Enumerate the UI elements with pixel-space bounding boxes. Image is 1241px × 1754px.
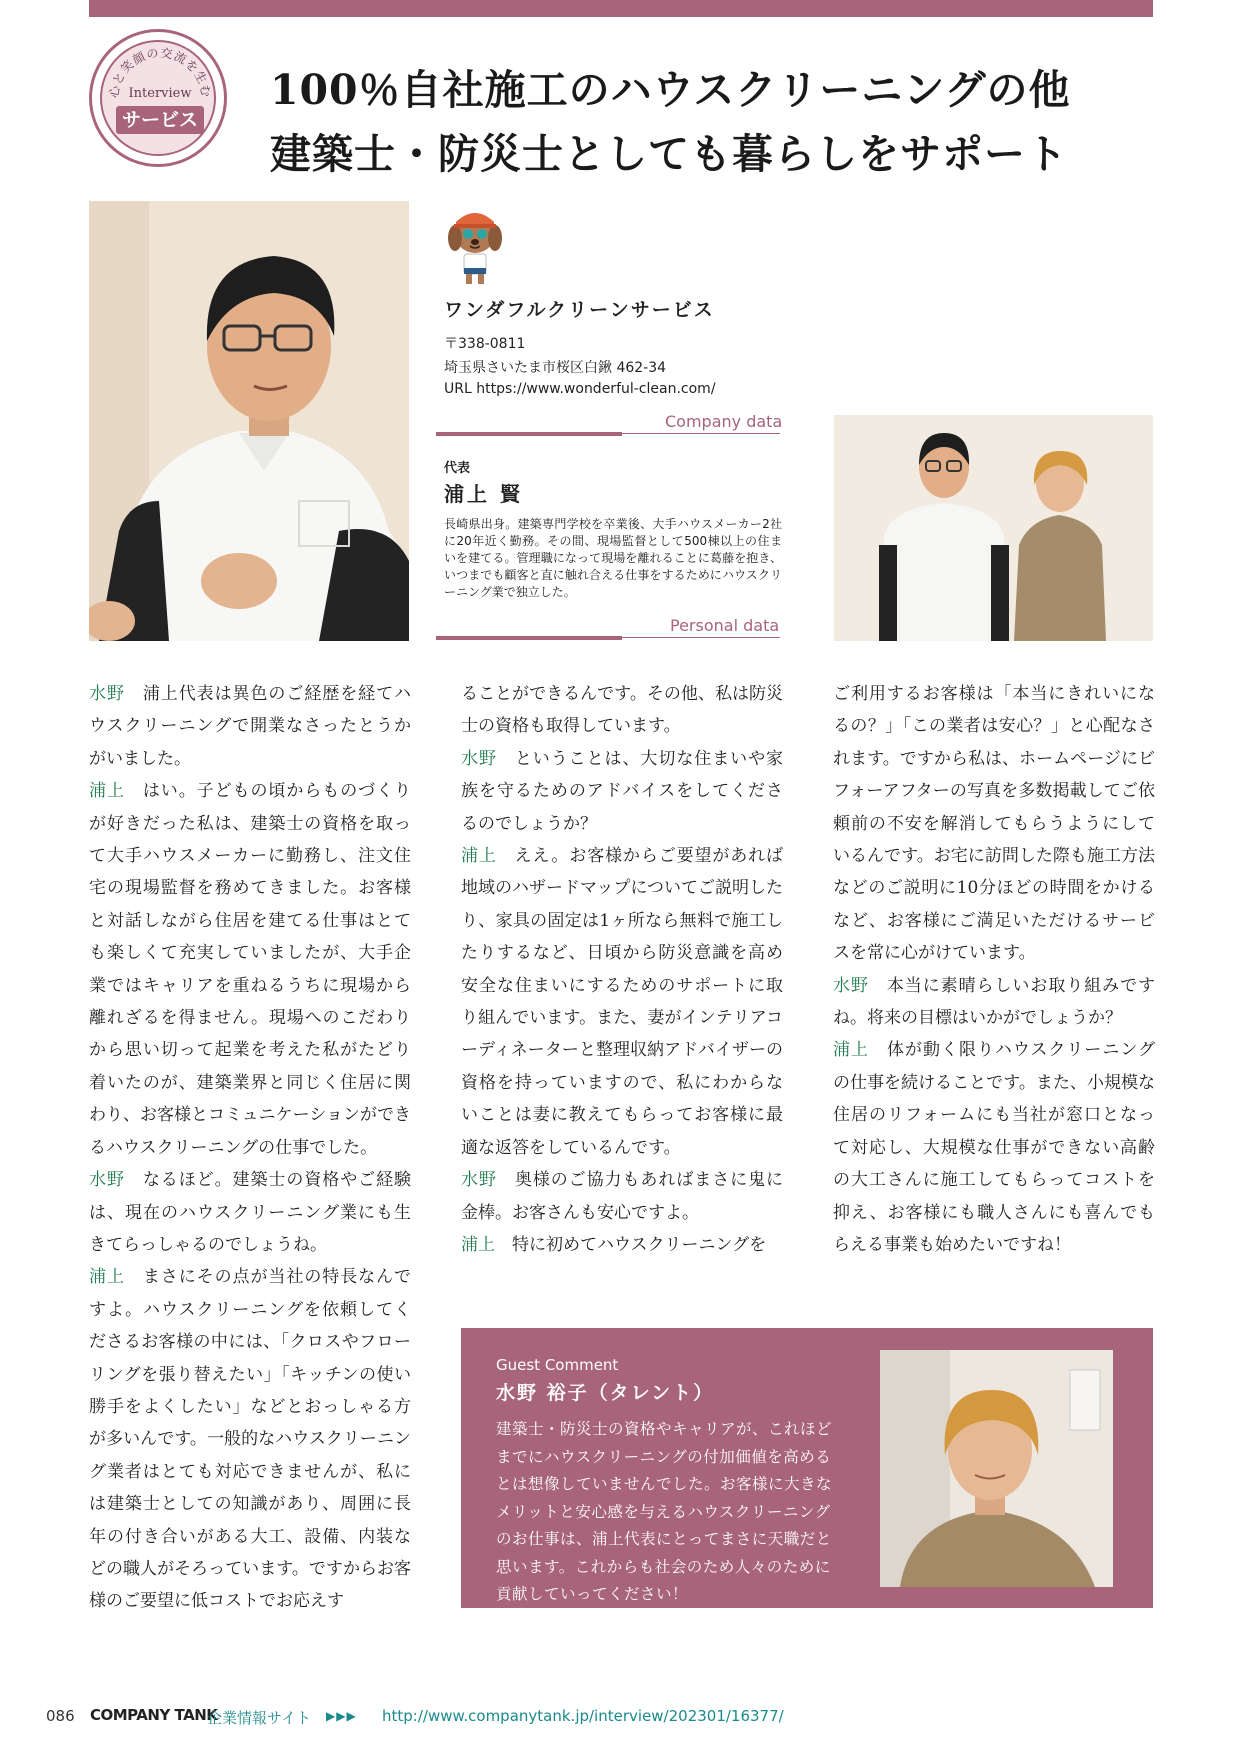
guest-name: 水野 裕子（タレント） bbox=[496, 1382, 715, 1404]
representative-photo bbox=[89, 201, 409, 641]
company-tank-logo: COMPANY TANK bbox=[90, 1706, 218, 1724]
dog-mascot-icon bbox=[442, 204, 508, 286]
speaker-name: 浦上 bbox=[89, 781, 125, 802]
article-paragraph bbox=[89, 1261, 411, 1617]
article-column-1 bbox=[89, 678, 411, 1618]
speaker-name: 水野 bbox=[833, 975, 869, 996]
interview-badge bbox=[89, 29, 227, 167]
guest-photo bbox=[880, 1350, 1113, 1587]
speech-text: ご利用するお客様は「本当にきれいになるの？」「この業者は安心？」と心配なされます。ですから私は、ホームページにビフォーアフターの写真を多数掲載してご依頼前の不安を解消してもらうようにしているんです。お宅に訪問した際も施工方法などのご説明に10分ほどの時間をかけるなど、お客様にご満足いただけるサービスを常に心がけています。 bbox=[833, 684, 1155, 964]
footer-url-link[interactable]: http://www.companytank.jp/interview/202301/16377/ bbox=[382, 1707, 784, 1725]
guest-comment-text: 建築士・防災士の資格やキャリアが、これほどまでにハウスクリーニングの付加価値を高めるとは想像していませんでした。お客様に大きなメリットと安心感を与えるハウスクリーニングのお仕事は、浦上代表にとってまさに天職だと思います。これからも社会のため人々のために貢献していってください！ bbox=[496, 1420, 833, 1603]
article-paragraph bbox=[833, 678, 1155, 970]
article-paragraph bbox=[833, 970, 1155, 1035]
guest-comment-label: Guest Comment bbox=[496, 1356, 619, 1374]
personal-data-label: Personal data bbox=[670, 616, 780, 635]
speech-text: 本当に素晴らしいお取り組みですね。将来の目標はいかがでしょうか？ bbox=[833, 975, 1156, 1029]
speaker-name: 水野 bbox=[89, 1170, 125, 1191]
speech-text: 浦上代表は異色のご経歴を経てハウスクリーニングで開業なさったとうかがいました。 bbox=[89, 684, 412, 769]
representative-title: 代表 bbox=[444, 461, 471, 476]
footer-site-label: 企業情報サイト bbox=[207, 1709, 311, 1727]
badge-arc-label: 心と笑顔の交流を生む bbox=[106, 45, 214, 99]
representative-name: 浦上 賢 bbox=[444, 482, 523, 506]
personal-data-rule-thick bbox=[436, 636, 622, 640]
speech-text: ええ。お客様からご要望があれば地域のハザードマップについてご説明したり、家具の固定は1ヶ所なら無料で施工したりするなど、日頃から防災意識を高め安全な住まいにするためのサポートに取り組んでいます。また、妻がインテリアコーディネーターと整理収納アドバイザーの資格を持っていますので、私にわからないことは妻に教えてもらってお客様に最適な返答をしているんです。 bbox=[461, 846, 784, 1158]
speech-text: 奥様のご協力もあればまさに鬼に金棒。お客さんも安心ですよ。 bbox=[461, 1170, 784, 1223]
speaker-name: 水野 bbox=[89, 684, 125, 704]
article-paragraph bbox=[461, 678, 783, 743]
speech-text: なるほど。建築士の資格やご経験は、現在のハウスクリーニング業にも生きてらっしゃるのでしょうね。 bbox=[89, 1170, 412, 1255]
company-address: 埼玉県さいたま市桜区白鍬 462-34 bbox=[444, 360, 667, 376]
speech-text: ということは、大切な住まいや家族を守るためのアドバイスをしてくださるのでしょうか？ bbox=[461, 748, 784, 834]
footer-arrows-icon: ▶▶▶ bbox=[326, 1709, 357, 1723]
speaker-name: 水野 bbox=[461, 1170, 497, 1191]
page-headline bbox=[270, 58, 1170, 186]
badge-category-label: サービス bbox=[116, 106, 204, 134]
speech-text: まさにその点が当社の特長なんですよ。ハウスクリーニングを依頼してくださるお客様の中には、「クロスやフローリングを張り替えたい」「キッチンの使い勝手をよくしたい」などとおっしゃる方が多いんです。一般的なハウスクリーニング業者はとても対応できませんが、私には建築士としての知識があり、周囲に長年の付き合いがある大工、設備、内装などの職人がそろっています。ですからお客様のご要望に低コストでお応えす bbox=[89, 1267, 412, 1612]
personal-data-rule bbox=[622, 637, 780, 638]
badge-inner-circle bbox=[100, 40, 216, 156]
speaker-name: 浦上 bbox=[833, 1040, 869, 1061]
speaker-name: 浦上 bbox=[461, 1234, 495, 1255]
badge-interview-label: Interview bbox=[128, 86, 192, 101]
representative-bio: 長崎県出身。建築専門学校を卒業後、大手ハウスメーカー2社に20年近く勤務。その間、現場監督として500棟以上の住まいを建てる。管理職になって現場を離れることに葛藤を抱き、いつまでも顧客と直に触れ合える仕事をするためにハウスクリーニング業で独立した。 bbox=[444, 517, 782, 599]
article-paragraph bbox=[461, 1164, 783, 1229]
article-paragraph bbox=[461, 840, 783, 1164]
company-url[interactable]: URL https://www.wonderful-clean.com/ bbox=[444, 381, 716, 397]
article-column-3 bbox=[833, 678, 1155, 1261]
headline-line-1: 100％自社施工のハウスクリーニングの他 bbox=[270, 66, 1071, 114]
article-paragraph bbox=[461, 743, 783, 840]
speech-text: 特に初めてハウスクリーニングを bbox=[512, 1234, 767, 1255]
speaker-name: 浦上 bbox=[89, 1267, 125, 1288]
speech-text: はい。子どもの頃からものづくりが好きだった私は、建築士の資格を取って大手ハウスメーカーに勤務し、注文住宅の現場監督を務めてきました。お客様と対話しながら住居を建てる仕事はとても楽しくて充実していましたが、大手企業ではキャリアを重ねるうちに現場から離れざるを得ません。現場へのこだわりから思い切って起業を考えた私がたどり着いたのが、建築業界と同じく住居に関わり、お客様とコミュニケーションができるハウスクリーニングの仕事でした。 bbox=[89, 781, 412, 1158]
article-paragraph bbox=[89, 678, 411, 775]
company-data-rule-thick bbox=[436, 432, 622, 436]
article-paragraph bbox=[89, 775, 411, 1164]
speaker-name: 浦上 bbox=[461, 846, 497, 867]
company-data-label: Company data bbox=[665, 412, 783, 431]
article-paragraph bbox=[833, 1034, 1155, 1261]
speaker-name: 水野 bbox=[461, 748, 497, 769]
company-postal: 〒338-0811 bbox=[444, 336, 526, 352]
company-name: ワンダフルクリーンサービス bbox=[444, 299, 715, 321]
interview-duo-photo bbox=[834, 415, 1153, 641]
speech-text: ることができるんです。その他、私は防災士の資格も取得しています。 bbox=[461, 684, 783, 737]
speech-text: 体が動く限りハウスクリーニングの仕事を続けることです。また、小規模な住居のリフォームにも当社が窓口となって対応し、大規模な仕事ができない高齢の大工さんに施工してもらってコストを抑え、お客様にも職人さんにも喜んでもらえる事業も始めたいですね！ bbox=[833, 1040, 1156, 1255]
page-number: 086 bbox=[46, 1707, 75, 1725]
headline-line-2: 建築士・防災士としても暮らしをサポート bbox=[270, 130, 1068, 178]
top-accent-bar bbox=[89, 0, 1153, 17]
company-data-rule bbox=[622, 433, 780, 434]
article-paragraph bbox=[89, 1164, 411, 1261]
article-column-2 bbox=[461, 678, 783, 1261]
article-paragraph bbox=[461, 1229, 783, 1261]
